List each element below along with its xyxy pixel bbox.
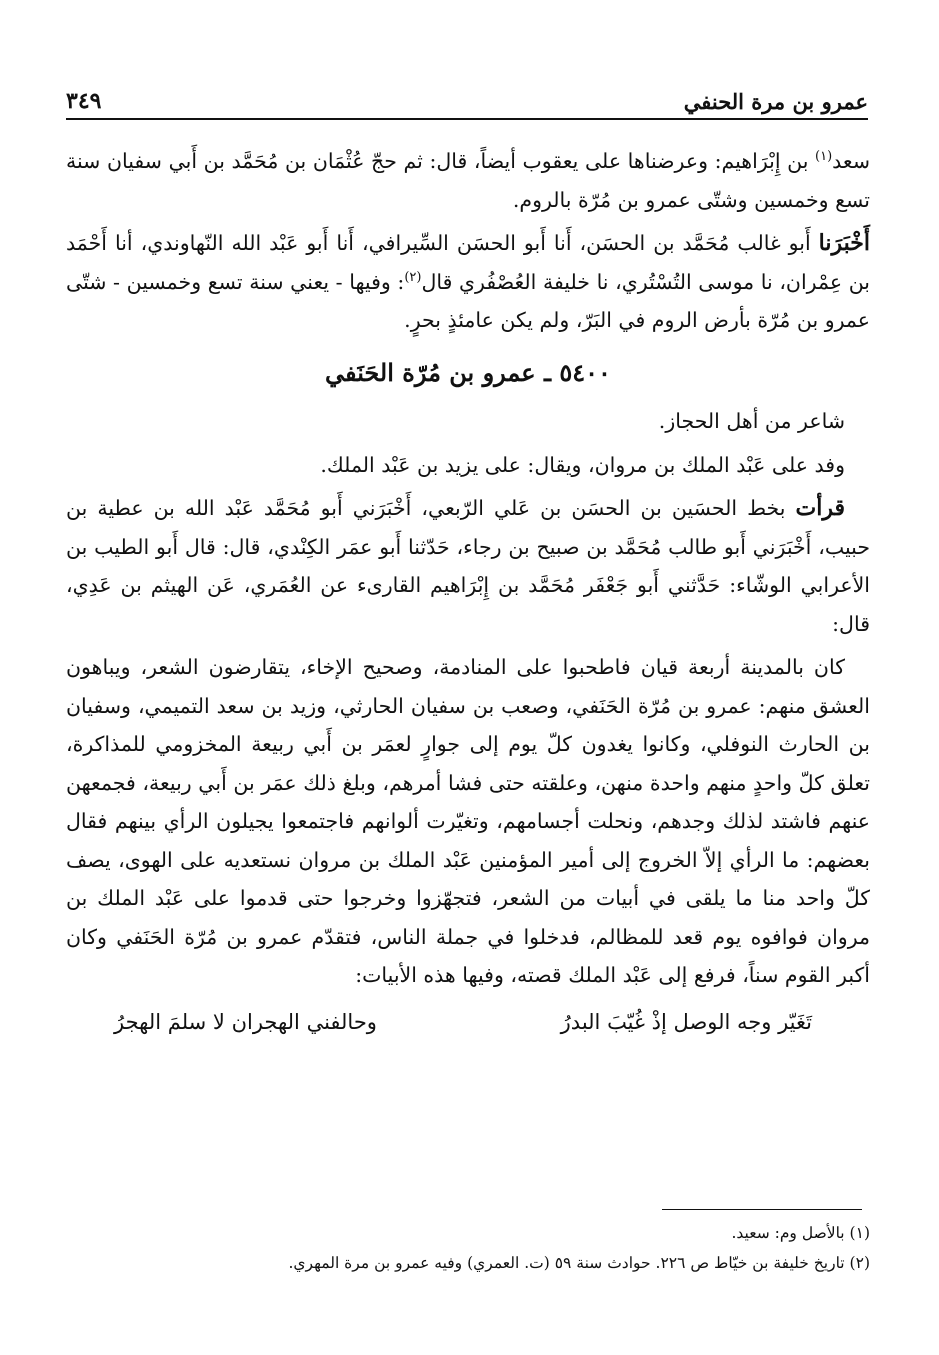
- main-text: [66, 142, 870, 1041]
- verse-first-hemistich: تَغَيّر وجه الوصل إذْ غُيّبَ البدرُ: [560, 1009, 812, 1034]
- footnote-ref-1: (١): [815, 149, 833, 165]
- verse-second-hemistich: وحالفني الهجران لا سلمَ الهجرُ: [114, 1009, 377, 1034]
- paragraph-1-rest: بن إِبْرَاهيم: وعرضناها على يعقوب أيضاً، قال: ثم حجّ عُثْمَان بن مُحَمَّد بن أَبي سفيان سنة تسع وخمسين وشتّى عمرو بن مُرّة بالروم.: [66, 149, 870, 212]
- paragraph-5: [66, 489, 870, 643]
- paragraph-1-start: سعد: [832, 149, 870, 173]
- footnote-divider: [662, 1209, 862, 1210]
- paragraph-5-keyword: قرأت: [795, 495, 845, 521]
- footnote-2: (٢) تاريخ خليفة بن خيّاط ص ٢٢٦. حوادث سنة ٥٩ (ت. العمري) وفيه عمرو بن مرة المهري.: [288, 1254, 870, 1272]
- footnote-ref-2: (٢): [404, 269, 422, 285]
- paragraph-2: [66, 224, 870, 340]
- page-number: ٣٤٩: [66, 88, 102, 114]
- paragraph-3: شاعر من أهل الحجاز.: [658, 409, 845, 433]
- paragraph-4: وفد على عَبْد الملك بن مروان، ويقال: على يزيد بن عَبْد الملك.: [320, 452, 845, 477]
- poem-verse: [66, 1003, 870, 1042]
- page-header: [66, 80, 868, 120]
- section-heading: ٥٤٠٠ ـ عمرو بن مُرّة الحَنَفي: [325, 357, 611, 387]
- footnote-1: (١) بالأصل وم: سعيد.: [731, 1224, 870, 1242]
- paragraph-6: كان بالمدينة أربعة قيان فاطحبوا على المنادمة، وصحيح الإخاء، يتقارضون الشعر، ويباهون العشق منهم: عمرو بن مُرّة الحَنَفي، وصعب بن سفيان الحارثي، وزيد بن سعد التميمي، وسفيان بن الحارث النوفلي، وكانوا يغدون كلّ يوم إلى جوارٍ لعمَر بن أَبي ربيعة المخزومي للمذاكرة، تعلق كلّ واحدٍ منهم واحدة منهن، وعلقته حتى فشا أمرهم، وبلغ ذلك عمَر بن أَبي ربيعة، فجمعهن عنهم فاشتد لذلك وجدهم، ونحلت أجسامهم، وتغيّرت ألوانهم فاجتمعوا يجيلون الرأي بينهم فقال بعضهم: ما الرأي إلاّ الخروج إلى أمير المؤمنين عَبْد الملك بن مروان نستعديه على الهوى، يصف كلّ واحد منا ما يلقى في أبيات من الشعر، فتجهّزوا وخرجوا حتى قدموا على عَبْد الملك بن مروان فوافوه يوم قعد للمظالم، فدخلوا في جملة الناس، فتقدّم عمرو بن مُرّة الحَنَفي وكان أكبر القوم سناً، فرفع إلى عَبْد الملك قصته، وفيها هذه الأبيات:: [66, 655, 870, 987]
- paragraph-5-text: بخط الحسَين بن الحسَن بن عَلي الرّبعي، أَخْبَرَني أَبو مُحَمَّد عَبْد الله بن عطية بن حبيب، أَخْبَرَني أَبو طالب مُحَمَّد بن صبيح بن رجاء، حَدّثنا أَبو عمَر الكِنْدي، قال: قال أَبو الطيب بن الأعرابي الوشّاء: حَدَّثني أَبو جَعْفَر مُحَمَّد بن إِبْرَاهيم القارىء عن العُمَري، عَن الهيثم بن عَدِي، قال:: [66, 496, 870, 636]
- footnotes: [66, 1218, 870, 1278]
- paragraph-2-rest: : وفيها - يعني سنة تسع وخمسين - شتّى عمرو بن مُرّة بأرض الروم في البَرّ، ولم يكن عامئذٍ بحرٍ.: [66, 269, 870, 332]
- paragraph-2-keyword: أَخْبَرَنا: [818, 230, 870, 256]
- paragraph-1: [66, 142, 870, 219]
- paragraph-2-start: أَبو غالب مُحَمَّد بن الحسَن، أَنا أَبو الحسَن السِّيرافي، أَنا أَبو عَبْد الله النّهاوندي، أنا أَحْمَد بن عِمْران، نا موسى التُسْتُري، نا خليفة العُصْفُري قال: [66, 231, 870, 294]
- running-title: عمرو بن مرة الحنفي: [683, 89, 868, 114]
